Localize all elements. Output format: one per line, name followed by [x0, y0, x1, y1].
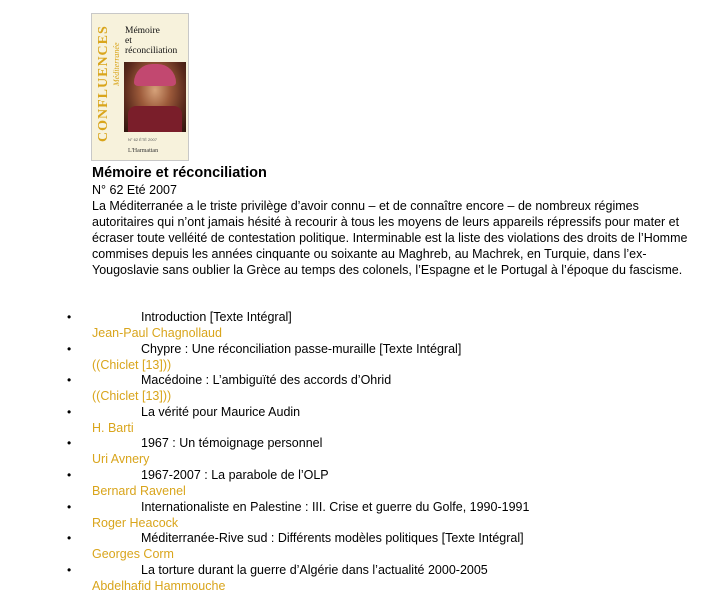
article-title: 1967-2007 : La parabole de l’OLP	[141, 467, 329, 482]
article-item	[0, 404, 716, 436]
bullet-icon: •	[67, 373, 72, 388]
cover-photo-shirt	[128, 106, 182, 132]
article-author-link[interactable]: H. Barti	[92, 420, 134, 435]
issue-description: La Méditerranée a le triste privilège d’avoir connu – et de connaître encore – de nombreux régimes autoritaires qui n’ont jamais hésité à recourir à tous les moyens de leurs appareils répressifs pour mater et écraser toute velléité de contestation politique. Interminable est la liste des violations des droits de l’Homme commises depuis les années cinquante ou soixante au Maghreb, au Machrek, en Turquie, dans l’ex-Yougoslavie sans oublier la Grèce au temps des colonels, l’Espagne et le Portugal à l’époque du fascisme.	[92, 199, 688, 277]
cover-issue: N° 62 ÉTÉ 2007	[128, 137, 157, 142]
article-title: Internationaliste en Palestine : III. Crise et guerre du Golfe, 1990-1991	[141, 499, 530, 514]
cover-brand: CONFLUENCES	[96, 25, 111, 143]
article-title: La vérité pour Maurice Audin	[141, 404, 301, 419]
article-item	[0, 435, 716, 467]
cover-photo-scarf	[134, 64, 176, 86]
bullet-icon: •	[67, 310, 72, 324]
cover-title-line: réconciliation	[125, 46, 178, 56]
article-title: Introduction [Texte Intégral]	[141, 310, 292, 324]
cover-title	[125, 26, 187, 56]
bullet-icon: •	[67, 404, 72, 419]
article-title: Chypre : Une réconciliation passe-muraille [Texte Intégral]	[141, 341, 462, 356]
bullet-icon: •	[67, 499, 72, 514]
article-title: La torture durant la guerre d’Algérie dans l’actualité 2000-2005	[141, 562, 488, 577]
cover-photo	[124, 62, 186, 132]
article-title: Méditerranée-Rive sud : Différents modèles politiques [Texte Intégral]	[141, 531, 524, 546]
article-item	[0, 309, 716, 341]
article-author-link[interactable]: Uri Avnery	[92, 452, 150, 467]
article-author-link[interactable]: ((Chiclet [13]))	[92, 389, 172, 404]
cover-publisher: L'Harmattan	[128, 148, 159, 154]
article-author-link[interactable]: Bernard Ravenel	[92, 483, 186, 498]
article-item	[0, 562, 716, 594]
article-item	[0, 341, 716, 373]
article-author-link[interactable]: Roger Heacock	[92, 515, 179, 530]
cover-brand-sub: Méditerranée	[112, 42, 121, 86]
cover-title-line: et	[125, 36, 132, 46]
cover-title-line: Mémoire	[125, 26, 160, 36]
issue-number: N° 62 Eté 2007	[92, 183, 177, 197]
bullet-icon: •	[67, 467, 72, 482]
bullet-icon: •	[67, 436, 72, 451]
article-item	[0, 372, 716, 404]
article-item	[0, 467, 716, 499]
page-title: Mémoire et réconciliation	[92, 165, 267, 181]
article-item	[0, 499, 716, 531]
article-list	[0, 309, 716, 593]
article-title: 1967 : Un témoignage personnel	[141, 436, 323, 451]
bullet-icon: •	[67, 562, 72, 577]
bullet-icon: •	[67, 341, 72, 356]
article-author-link[interactable]: ((Chiclet [13]))	[92, 357, 172, 372]
article-author-link[interactable]: Jean-Paul Chagnollaud	[92, 326, 222, 340]
article-item	[0, 530, 716, 562]
article-author-link[interactable]: Abdelhafid Hammouche	[92, 578, 226, 593]
article-author-link[interactable]: Georges Corm	[92, 547, 174, 562]
cover-image	[91, 13, 189, 161]
article-title: Macédoine : L’ambiguïté des accords d’Ohrid	[141, 373, 392, 388]
bullet-icon: •	[67, 531, 72, 546]
